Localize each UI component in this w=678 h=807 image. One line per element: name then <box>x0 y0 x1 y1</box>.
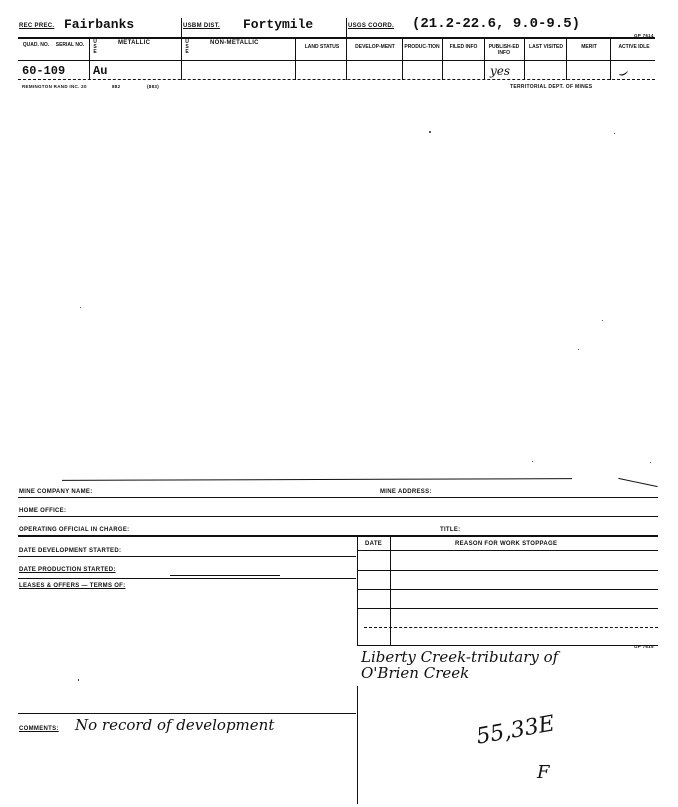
divider <box>390 535 391 645</box>
col-quad-no: QUAD. NO. <box>22 42 50 48</box>
col-production: PRODUC-TION <box>404 44 440 50</box>
mine-company-label: MINE COMPANY NAME: <box>19 489 93 495</box>
card-edge <box>62 478 572 481</box>
date-development-label: DATE DEVELOPMENT STARTED: <box>19 548 122 554</box>
scan-speck <box>532 461 533 462</box>
col-nonmetallic: NON-METALLIC <box>210 40 259 46</box>
mine-address-label: MINE ADDRESS: <box>380 489 432 495</box>
comments-value: No record of development <box>75 716 275 734</box>
comments-label: COMMENTS: <box>19 726 59 732</box>
scan-speck <box>429 131 431 133</box>
handwritten-code: 55,33E <box>474 711 557 750</box>
col-last-visited: LAST VISITED <box>529 44 563 50</box>
divider <box>442 37 443 80</box>
record-published-info: yes <box>490 64 511 78</box>
divider <box>295 37 296 80</box>
divider <box>566 37 567 80</box>
rec-prec-value: Fairbanks <box>64 17 135 32</box>
date-production-label: DATE PRODUCTION STARTED: <box>19 567 116 573</box>
record-quad-serial: 60-109 <box>22 64 66 78</box>
col-metallic-use: U S E <box>93 39 97 55</box>
rule <box>364 627 658 628</box>
reason-stoppage-label: REASON FOR WORK STOPPAGE <box>455 541 558 547</box>
department-imprint: TERRITORIAL DEPT. OF MINES <box>510 84 593 90</box>
home-office-label: HOME OFFICE: <box>19 508 67 514</box>
usgs-coord-value: (21.2-22.6, 9.0-9.5) <box>412 16 581 32</box>
col-serial-no: SERIAL NO. <box>55 42 85 48</box>
rule <box>18 497 658 498</box>
scan-speck <box>602 320 603 321</box>
rule <box>357 570 658 571</box>
scan-speck <box>578 349 579 350</box>
divider <box>357 686 358 804</box>
rule <box>18 556 356 557</box>
record-bottom-rule <box>18 79 655 80</box>
divider <box>181 18 182 80</box>
usgs-coord-label: USGS COORD. <box>348 23 394 29</box>
rule <box>170 575 280 576</box>
rec-prec-label: REC PREC. <box>19 23 55 29</box>
location-note: O'Brien Creek <box>361 664 470 682</box>
col-filed-info: FILED INFO <box>449 44 478 50</box>
divider <box>484 37 485 80</box>
card-edge <box>618 478 657 487</box>
col-active-idle: ACTIVE IDLE <box>618 44 650 50</box>
divider <box>610 37 611 80</box>
divider <box>346 18 347 80</box>
rule <box>18 516 658 517</box>
date-column-label: DATE <box>365 541 383 547</box>
col-development: DEVELOP-MENT <box>355 44 395 50</box>
operating-official-label: OPERATING OFFICIAL IN CHARGE: <box>19 527 130 533</box>
printer-code: (883) <box>147 84 160 89</box>
location-note: Liberty Creek-tributary of <box>361 648 559 666</box>
title-label: TITLE: <box>440 527 461 533</box>
rule <box>18 578 356 579</box>
form-number-lower: GP 7615 <box>634 644 654 649</box>
col-published-info: PUBLISH-ED INFO <box>488 44 520 56</box>
divider <box>357 535 358 645</box>
scan-speck <box>80 307 81 308</box>
col-land-status: LAND STATUS <box>304 44 340 50</box>
divider <box>89 37 90 80</box>
printer-code: 882 <box>112 84 121 89</box>
col-merit: MERIT <box>581 44 597 50</box>
rule <box>18 535 658 537</box>
header-rule <box>18 37 655 39</box>
record-metallic: Au <box>93 64 108 78</box>
usbm-dist-label: USBM DIST. <box>183 23 221 29</box>
column-header-rule <box>18 60 655 61</box>
rule <box>357 608 658 609</box>
divider <box>524 37 525 80</box>
scan-speck <box>650 462 651 463</box>
printer-imprint: REMINGTON RAND INC. 20 <box>22 84 87 89</box>
divider <box>402 37 403 80</box>
record-active-mark: ⌣ <box>613 61 631 84</box>
leases-offers-label: LEASES & OFFERS — TERMS OF: <box>19 583 126 589</box>
scan-speck <box>614 133 615 134</box>
handwritten-letter: F <box>537 762 550 783</box>
rule <box>357 589 658 590</box>
scan-speck <box>78 679 79 681</box>
rule <box>357 550 658 551</box>
rule <box>357 645 658 646</box>
usbm-dist-value: Fortymile <box>243 17 314 32</box>
col-metallic: METALLIC <box>118 40 151 46</box>
form-number: GP 7614 <box>634 33 654 38</box>
col-nonmetallic-use: U S E <box>185 39 189 55</box>
rule <box>18 713 356 714</box>
